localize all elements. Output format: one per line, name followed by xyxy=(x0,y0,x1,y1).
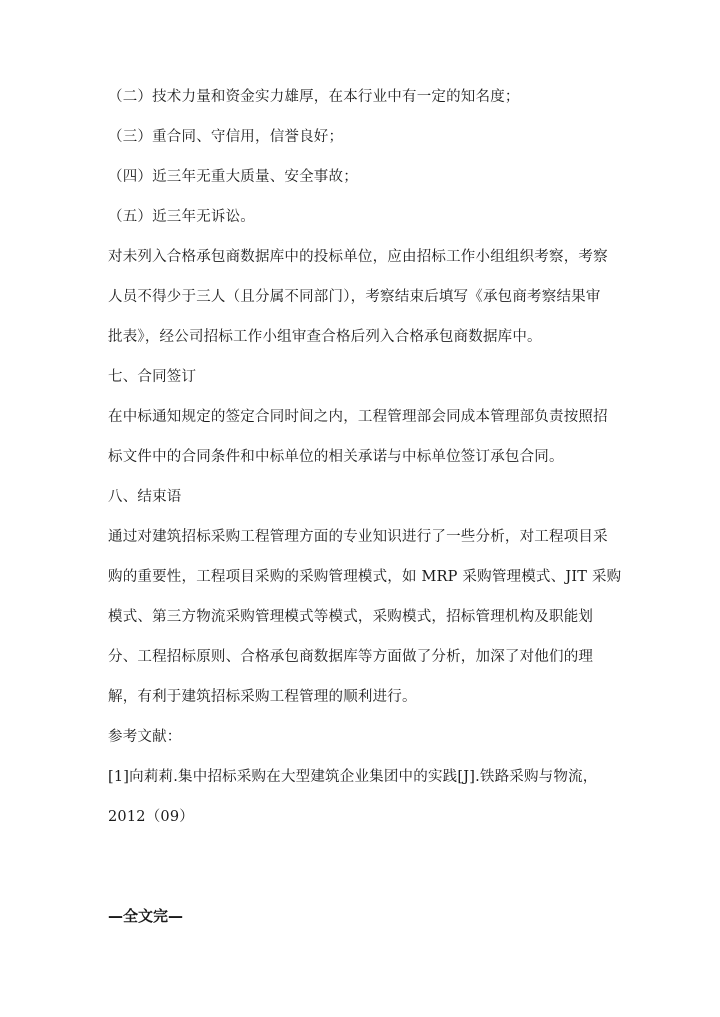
text-line: 人员不得少于三人（且分属不同部门），考察结束后填写《承包商考察结果审 xyxy=(108,289,601,305)
text-line: （二）技术力量和资金实力雄厚，在本行业中有一定的知名度； xyxy=(108,89,520,105)
reference-item: [1]向莉莉.集中招标采购在大型建筑企业集团中的实践[J].铁路采购与物流， xyxy=(108,769,598,785)
text-line: （三）重合同、守信用，信誉良好； xyxy=(108,129,344,145)
section-heading: 七、合同签订 xyxy=(108,369,197,385)
text-line: 在中标通知规定的签定合同时间之内，工程管理部会同成本管理部负责按照招 xyxy=(108,409,608,425)
text-line: 解，有利于建筑招标采购工程管理的顺利进行。 xyxy=(108,689,417,705)
section-heading: 八、结束语 xyxy=(108,489,182,505)
text-line: 对未列入合格承包商数据库中的投标单位，应由招标工作小组组织考察，考察 xyxy=(108,249,608,265)
text-line: （四）近三年无重大质量、安全事故； xyxy=(108,169,358,185)
document-body xyxy=(108,86,622,846)
text-line: （五）近三年无诉讼。 xyxy=(108,209,255,225)
end-mark: —全文完— xyxy=(108,907,184,925)
text-line: 标文件中的合同条件和中标单位的相关承诺与中标单位签订承包合同。 xyxy=(108,449,564,465)
references-heading: 参考文献： xyxy=(108,729,182,745)
text-line: 批表》，经公司招标工作小组审查合格后列入合格承包商数据库中。 xyxy=(108,329,542,345)
text-line: 分、工程招标原则、合格承包商数据库等方面做了分析，加深了对他们的理 xyxy=(108,649,594,665)
text-line: 通过对建筑招标采购工程管理方面的专业知识进行了一些分析，对工程项目采 xyxy=(108,529,608,545)
text-line: 购的重要性，工程项目采购的采购管理模式，如 MRP 采购管理模式、JIT 采购 xyxy=(108,569,622,585)
text-line: 模式、第三方物流采购管理模式等模式，采购模式，招标管理机构及职能划 xyxy=(108,609,594,625)
reference-item: 2012（09） xyxy=(108,809,194,825)
